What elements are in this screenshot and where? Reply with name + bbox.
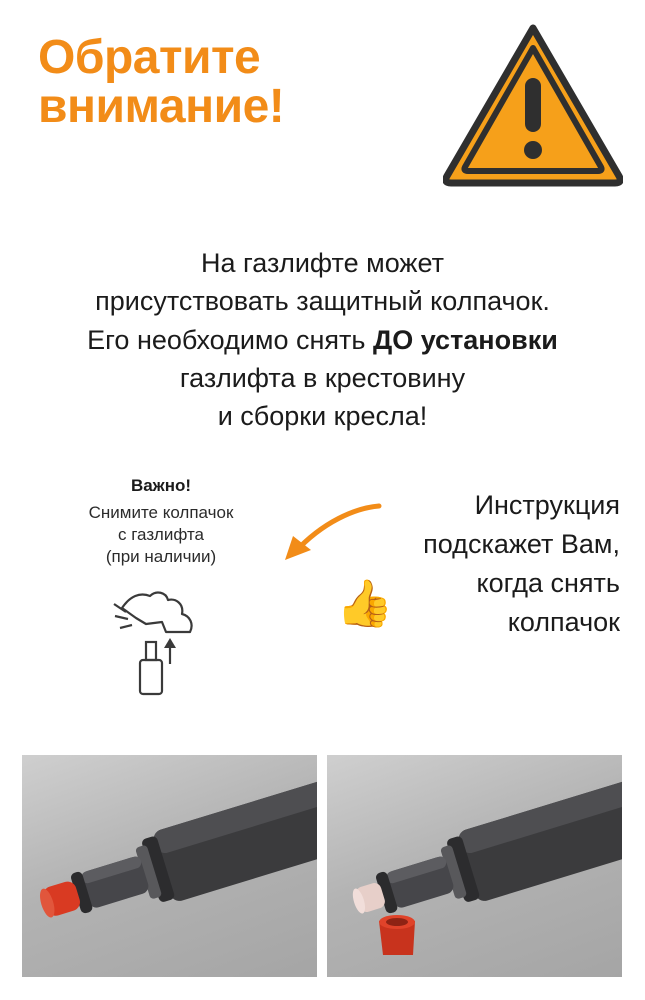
main-text-line3-bold: ДО установки xyxy=(372,324,558,355)
gas-lift-without-cap-illustration xyxy=(327,755,622,977)
main-text-line2: присутствовать защитный колпачок. xyxy=(95,286,550,317)
important-title: Важно! xyxy=(130,475,192,495)
important-block xyxy=(56,476,266,703)
instruction-line2: подскажет Вам, xyxy=(423,528,620,559)
hand-removing-cap-icon xyxy=(106,578,216,698)
main-text-line1: На газлифте может xyxy=(201,248,444,278)
instruction-line3: когда снять xyxy=(476,567,620,598)
main-text-line4: газлифта в крестовину xyxy=(179,362,466,393)
instruction-line1: Инструкция xyxy=(474,489,620,520)
main-text-line3 xyxy=(16,321,629,359)
gas-lift-with-cap-illustration xyxy=(22,755,317,977)
important-sub-line2: с газлифта xyxy=(118,524,204,544)
heading-row xyxy=(0,0,645,210)
page-title-line2: внимание! xyxy=(38,79,285,133)
removed-cap xyxy=(379,915,415,955)
important-sub-line1: Снимите колпачок xyxy=(88,502,234,522)
photo-cap-off xyxy=(327,755,622,977)
page-title xyxy=(38,31,438,133)
main-text-line5: и сборки кресла! xyxy=(217,401,428,432)
mid-section xyxy=(0,476,645,726)
instruction-line4: колпачок xyxy=(507,607,620,638)
main-paragraph xyxy=(0,244,645,436)
photo-cap-on xyxy=(22,755,317,977)
warning-triangle-icon xyxy=(443,22,623,187)
main-text-line3-prefix: Его необходимо снять xyxy=(87,324,373,355)
photo-row xyxy=(22,755,623,977)
thumbs-up-icon: 👍 xyxy=(336,576,394,629)
important-sub-line3: (при наличии) xyxy=(105,546,217,566)
page-title-line1: Обратите xyxy=(38,31,261,84)
